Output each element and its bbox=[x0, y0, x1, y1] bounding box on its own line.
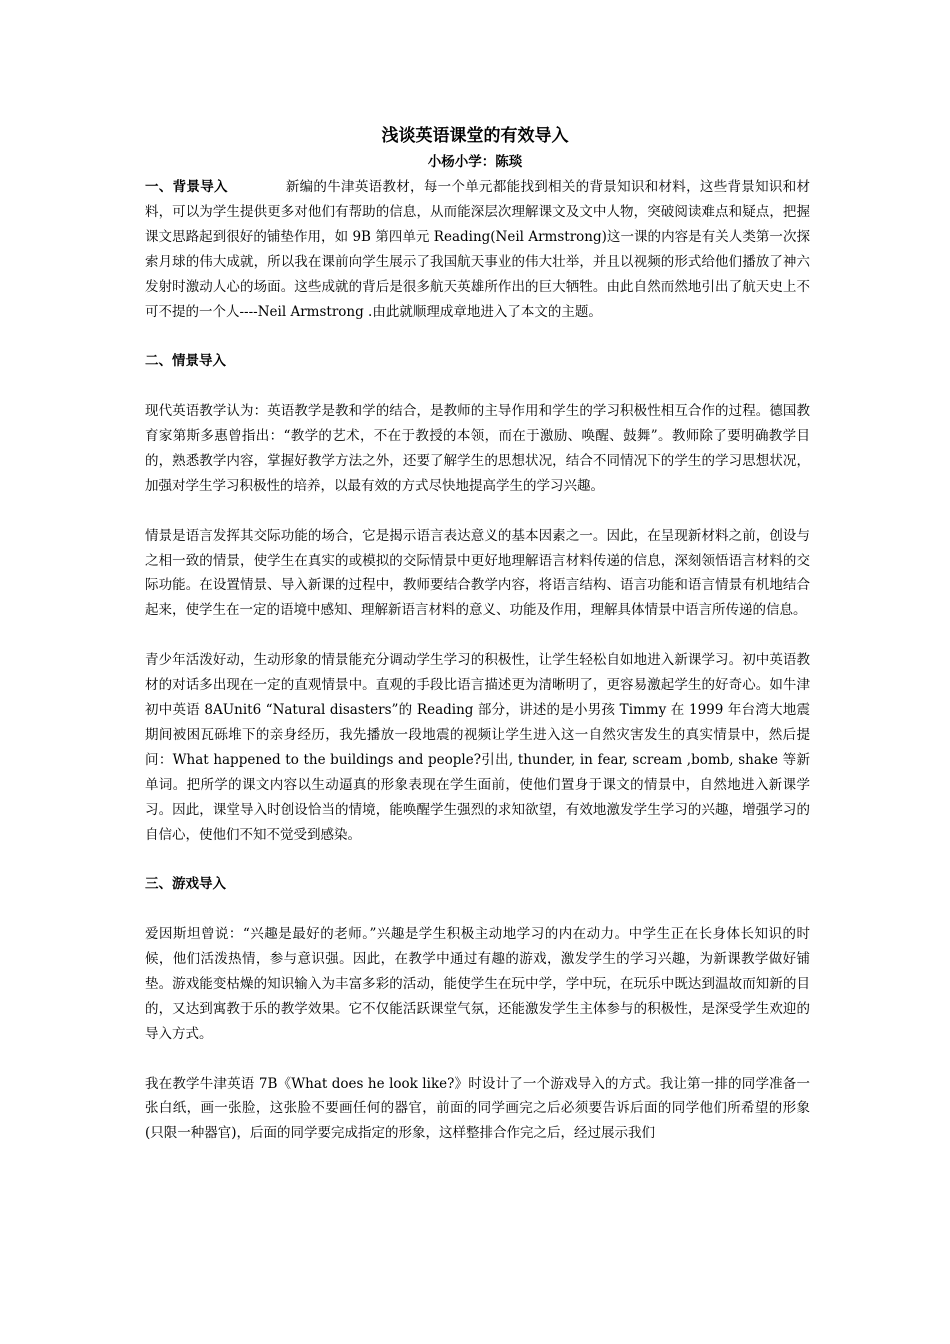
section-2-paragraph-2: 情景是语言发挥其交际功能的场合，它是揭示语言表达意义的基本因素之一。因此，在呈现新材料之前，创设与之相一致的情景，使学生在真实的或模拟的交际情景中更好地理解语言材料传递的信息，深刻领悟语言材料的交际功能。在设置情景、导入新课的过程中，教师要结合教学内容，将语言结构、语言功能和语言情景有机地结合起来，使学生在一定的语境中感知、理解新语言材料的意义、功能及作用，理解具体情景中语言所传递的信息。 bbox=[145, 527, 810, 619]
section-2-paragraph-1: 现代英语教学认为：英语教学是教和学的结合，是教师的主导作用和学生的学习积极性相互合作的过程。德国教育家第斯多惠曾指出：“教学的艺术，不在于教授的本领，而在于激励、唤醒、鼓舞”。教师除了要明确教学目的，熟悉教学内容，掌握好教学方法之外，还要了解学生的思想状况，结合不同情况下的学生的学习思想状况，加强对学生学习积极性的培养，以最有效的方式尽快地提高学生的学习兴趣。 bbox=[145, 403, 810, 494]
section-1-heading: 一、背景导入 bbox=[145, 179, 228, 195]
document-author: 小杨小学：陈琰 bbox=[427, 154, 523, 170]
section-3-heading: 三、游戏导入 bbox=[145, 876, 226, 893]
section-2-heading: 二、情景导入 bbox=[145, 353, 226, 370]
spacer bbox=[145, 623, 810, 648]
document-body bbox=[145, 175, 810, 1146]
spacer bbox=[145, 324, 810, 349]
spacer bbox=[145, 1047, 810, 1072]
spacer bbox=[145, 499, 810, 524]
section-3-paragraph-2: 我在教学牛津英语 7B《What does he look like?》时设计了一个游戏导入的方式。我让第一排的同学准备一张白纸，画一张脸，这张脸不要画任何的器官，前面的同学画完之后必须要告诉后面的同学他们所希望的形象(只限一种器官)，后面的同学要完成指定的形象，这样整排合作完之后，经过展示我们 bbox=[145, 1075, 810, 1142]
spacer bbox=[145, 847, 810, 872]
section-1-text: 新编的牛津英语教材，每一个单元都能找到相关的背景知识和材料，这些背景知识和材料，可以为学生提供更多对他们有帮助的信息，从而能深层次理解课文及文中人物，突破阅读难点和疑点，把握课文思路起到很好的铺垫作用，如 9B 第四单元 Reading(Neil Armstrong)这一课的内容是有关人类第一次探索月球的伟大成就，所以我在课前向学生展示了我国航天事业的伟大壮举，并且以视频的形式给他们播放了神六发射时激动人心的场面。这些成就的背后是很多航天英雄所作出的巨大牺牲。由此自然而然地引出了航天史上不可不提的一个人----Neil Armstrong .由此就顺理成章地进入了本文的主题。 bbox=[145, 179, 811, 320]
section-1-paragraph-1 bbox=[145, 175, 810, 324]
spacer bbox=[145, 374, 810, 399]
section-2-paragraph-3: 青少年活泼好动，生动形象的情景能充分调动学生学习的积极性，让学生轻松自如地进入新课学习。初中英语教材的对话多出现在一定的直观情景中。直观的手段比语言描述更为清晰明了，更容易激起学生的好奇心。如牛津初中英语 8AUnit6 “Natural disasters”的 Reading 部分，讲述的是小男孩 Timmy 在 1999 年台湾大地震期间被困瓦砾堆下的亲身经历，我先播放一段地震的视频让学生进入这一自然灾害发生的真实情景中，然后提问：What happened to the buildings and people?引出, thunder, in fear, scream ,bomb, shake 等新单词。把所学的课文内容以生动逼真的形象表现在学生面前，使他们置身于课文的情景中，自然地进入新课学习。因此，课堂导入时创设恰当的情境，能唤醒学生强烈的求知欲望，有效地激发学生学习的兴趣，增强学习的自信心，使他们不知不觉受到感染。 bbox=[145, 652, 810, 843]
section-3-paragraph-1: 爱因斯坦曾说：“兴趣是最好的老师。”兴趣是学生积极主动地学习的内在动力。中学生正在长身体长知识的时候，他们活泼热情，参与意识强。因此，在教学中通过有趣的游戏，激发学生的学习兴趣，为新课教学做好铺垫。游戏能变枯燥的知识输入为丰富多彩的活动，能使学生在玩中学，学中玩，在玩乐中既达到温故而知新的目的，又达到寓教于乐的教学效果。它不仅能活跃课堂气氛，还能激发学生主体参与的积极性，是深受学生欢迎的导入方式。 bbox=[145, 926, 810, 1042]
document-title: 浅谈英语课堂的有效导入 bbox=[381, 126, 569, 146]
spacer bbox=[145, 897, 810, 922]
